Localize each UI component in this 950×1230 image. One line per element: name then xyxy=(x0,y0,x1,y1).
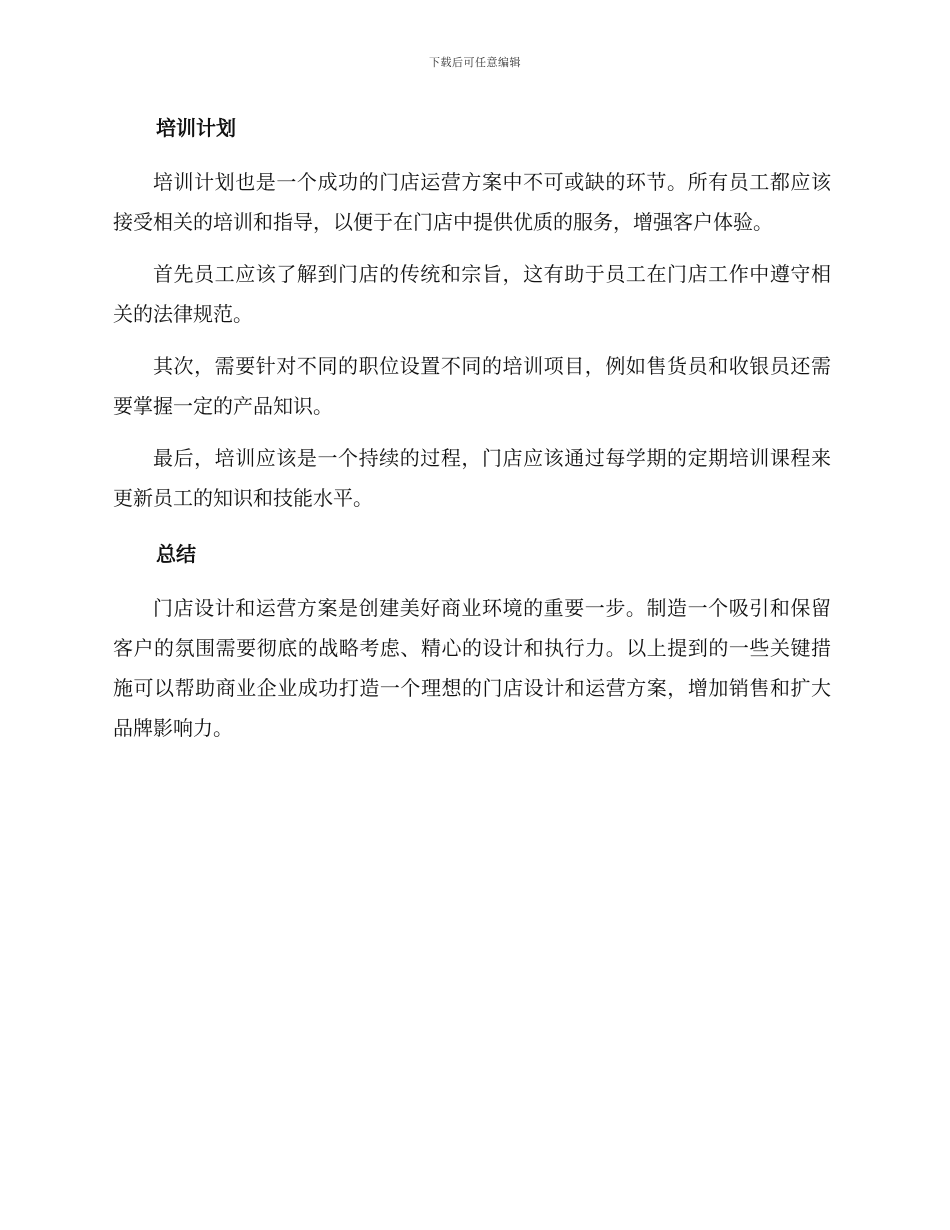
section-heading-training: 培训计划 xyxy=(156,116,236,140)
header-note: 下载后可任意编辑 xyxy=(429,56,521,69)
section-heading-summary: 总结 xyxy=(156,542,196,566)
paragraph: 首先员工应该了解到门店的传统和宗旨，这有助于员工在门店工作中遵守相关的法律规范。 xyxy=(113,262,831,326)
paragraph: 最后，培训应该是一个持续的过程，门店应该通过每学期的定期培训课程来更新员工的知识和技能水平。 xyxy=(113,446,831,510)
paragraph: 培训计划也是一个成功的门店运营方案中不可或缺的环节。所有员工都应该接受相关的培训和指导，以便于在门店中提供优质的服务，增强客户体验。 xyxy=(113,170,831,234)
paragraph: 其次，需要针对不同的职位设置不同的培训项目，例如售货员和收银员还需要掌握一定的产品知识。 xyxy=(113,354,831,418)
paragraph: 门店设计和运营方案是创建美好商业环境的重要一步。制造一个吸引和保留客户的氛围需要彻底的战略考虑、精心的设计和执行力。以上提到的一些关键措施可以帮助商业企业成功打造一个理想的门店设计和运营方案，增加销售和扩大品牌影响力。 xyxy=(113,596,831,740)
document-body xyxy=(113,108,831,760)
